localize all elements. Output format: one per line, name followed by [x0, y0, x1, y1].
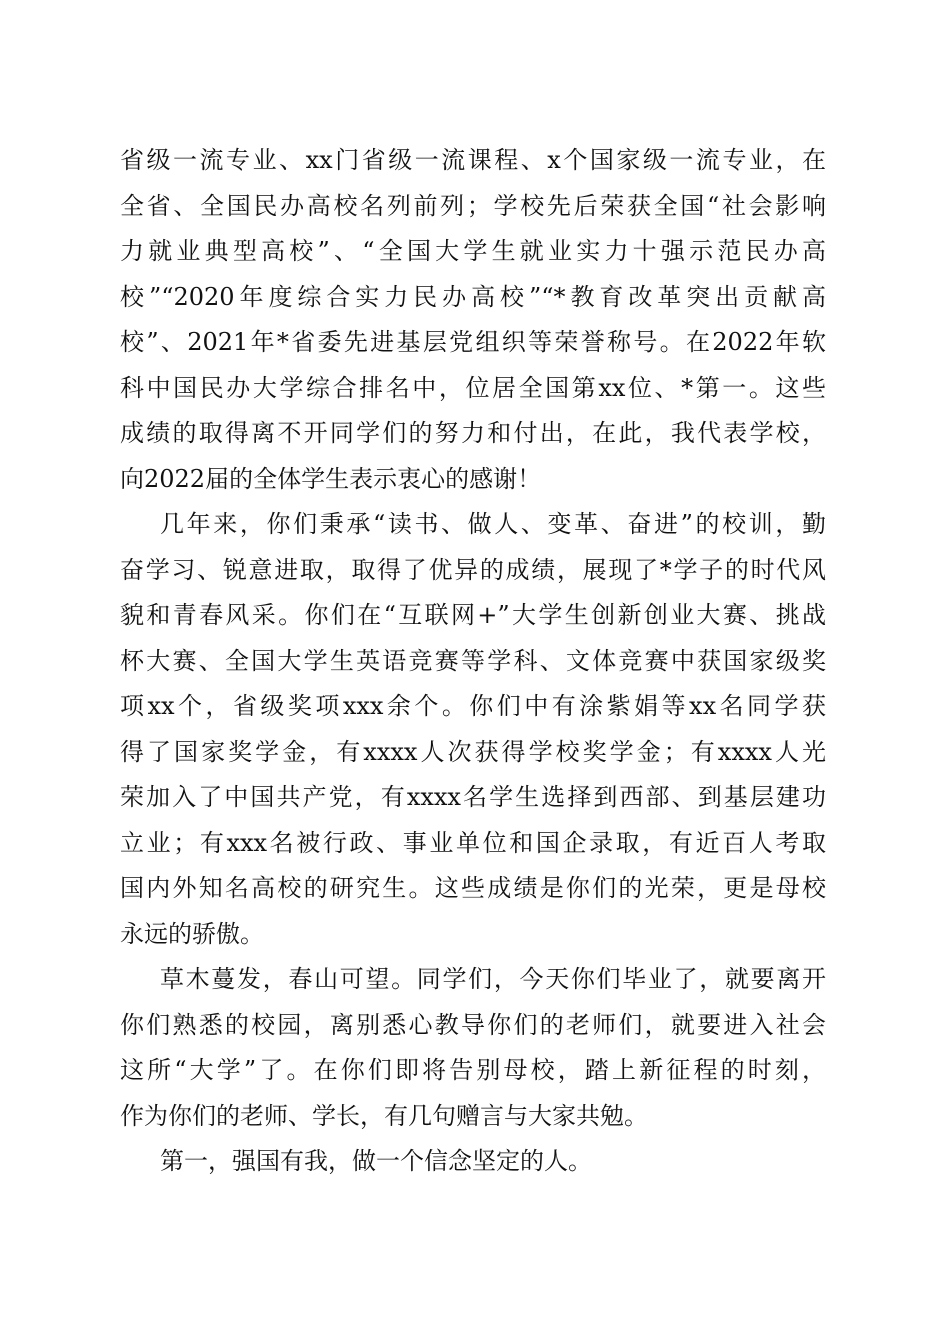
- text-line: 向2022届的全体学生表示衷心的感谢！: [120, 464, 542, 493]
- text-line: 杯大赛、全国大学生英语竞赛等学科、文体竞赛中获国家级奖: [120, 646, 826, 675]
- text-line: 科中国民办大学综合排名中，位居全国第xx位、*第一。这些: [120, 373, 826, 402]
- text-line: 永远的骄傲。: [120, 919, 264, 948]
- text-line: 国内外知名高校的研究生。这些成绩是你们的光荣，更是母校: [120, 874, 826, 902]
- text-line: 貌和青春风采。你们在“互联网+”大学生创新创业大赛、挑战: [120, 601, 826, 629]
- text-line: 荣加入了中国共产党，有xxxx名学生选择到西部、到基层建功: [120, 783, 826, 811]
- text-line: 作为你们的老师、学长，有几句赠言与大家共勉。: [120, 1101, 648, 1130]
- text-line: 校”、2021年*省委先进基层党组织等荣誉称号。在2022年软: [120, 328, 826, 356]
- text-line: 奋学习、锐意进取，取得了优异的成绩，展现了*学子的时代风: [120, 555, 826, 584]
- text-line: 项xx个，省级奖项xxx余个。你们中有涂紫娟等xx名同学获: [120, 692, 826, 720]
- text-line: 全省、全国民办高校名列前列；学校先后荣获全国“社会影响: [120, 191, 826, 220]
- text-line: 校”“2020年度综合实力民办高校”“*教育改革突出贡献高: [120, 282, 826, 311]
- paragraph-achievements: [120, 138, 826, 502]
- text-line: 立业；有xxx名被行政、事业单位和国企录取，有近百人考取: [120, 828, 826, 857]
- section-heading-first: 第一，强国有我，做一个信念坚定的人。: [160, 1147, 592, 1175]
- text-line: 这所“大学”了。在你们即将告别母校，踏上新征程的时刻，: [120, 1056, 826, 1084]
- text-line: 得了国家奖学金，有xxxx人次获得学校奖学金；有xxxx人光: [120, 737, 826, 766]
- paragraph-farewell: [120, 957, 826, 1139]
- document-body: [120, 138, 826, 1185]
- paragraph-student-honors: [120, 502, 826, 957]
- text-line: 你们熟悉的校园，离别悉心教导你们的老师们，就要进入社会: [120, 1010, 826, 1039]
- paragraph-first-point: [120, 1139, 826, 1185]
- text-line: 几年来，你们秉承“读书、做人、变革、奋进”的校训，勤: [160, 510, 826, 538]
- text-line: 成绩的取得离不开同学们的努力和付出，在此，我代表学校，: [120, 419, 826, 447]
- text-line: 草木蔓发，春山可望。同学们，今天你们毕业了，就要离开: [160, 965, 826, 993]
- text-line: 力就业典型高校”、“全国大学生就业实力十强示范民办高: [120, 237, 826, 265]
- text-line: 省级一流专业、xx门省级一流课程、x个国家级一流专业，在: [120, 146, 826, 174]
